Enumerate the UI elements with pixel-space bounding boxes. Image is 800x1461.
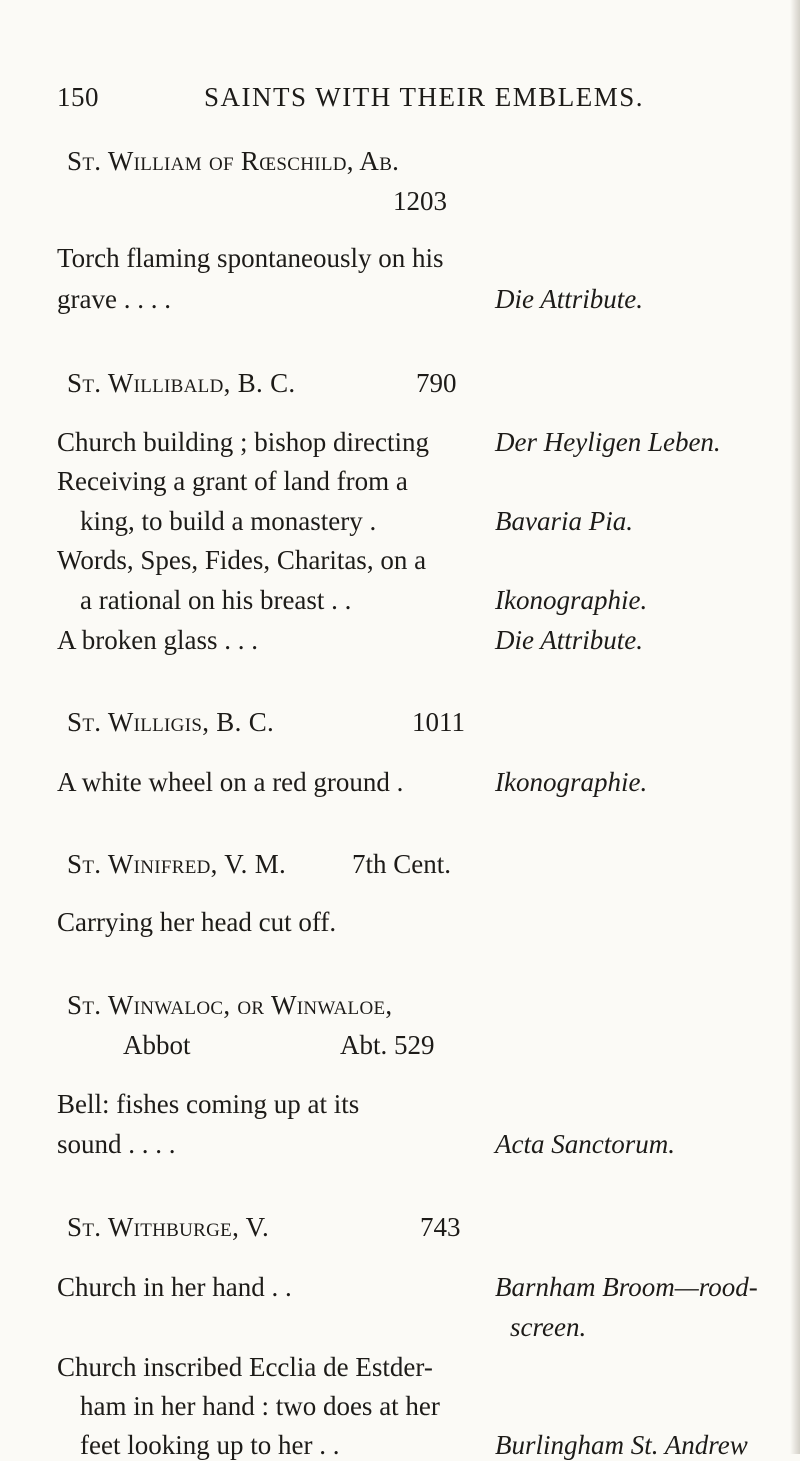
saint-date: 1203 (393, 186, 447, 216)
emblem-text: ham in her hand : two does at her (80, 1391, 440, 1421)
emblem-text: Carrying her head cut off. (57, 907, 337, 937)
emblem-text: Torch flaming spontaneously on his (57, 243, 444, 273)
saint-date: 7th Cent. (352, 849, 451, 879)
saint-date: 1011 (412, 707, 465, 737)
saint-heading-continued: Abbot (123, 1030, 191, 1060)
page-number: 150 (57, 82, 99, 112)
saint-heading: St. William of Rœschild, Ab. (67, 146, 400, 176)
source-citation: Bavaria Pia. (495, 506, 633, 536)
source-citation: Der Heyligen Leben. (495, 427, 721, 457)
source-citation: Ikonographie. (495, 585, 648, 615)
saint-date: 743 (420, 1212, 461, 1242)
emblem-text: sound . . . . (57, 1129, 176, 1159)
running-title: SAINTS WITH THEIR EMBLEMS. (204, 82, 645, 112)
saint-heading: St. Winwaloc, or Winwaloe, (67, 990, 393, 1020)
saint-date: Abt. 529 (340, 1030, 435, 1060)
saint-date: 790 (416, 368, 457, 398)
source-citation: Burlingham St. Andrew (495, 1430, 748, 1460)
emblem-text: Receiving a grant of land from a (57, 466, 408, 496)
saint-heading: St. Willigis, B. C. (67, 707, 275, 737)
emblem-text: A white wheel on a red ground . (57, 767, 404, 797)
source-citation: screen. (510, 1312, 587, 1342)
emblem-text: Church building ; bishop directing (57, 427, 429, 457)
emblem-text: A broken glass . . . (57, 625, 258, 655)
source-citation: Barnham Broom—rood- (495, 1272, 758, 1302)
emblem-text: Bell: fishes coming up at its (57, 1089, 360, 1119)
saint-heading: St. Winifred, V. M. (67, 849, 287, 879)
source-citation: Die Attribute. (495, 284, 643, 314)
emblem-text: feet looking up to her . . (80, 1430, 340, 1460)
source-citation: Die Attribute. (495, 625, 643, 655)
page-edge-shadow (790, 0, 800, 1454)
emblem-text: grave . . . . (57, 284, 171, 314)
emblem-text: Church in her hand . . (57, 1272, 292, 1302)
emblem-text: Church inscribed Ecclia de Estder- (57, 1352, 433, 1382)
emblem-text: king, to build a monastery . (80, 506, 377, 536)
source-citation: Acta Sanctorum. (495, 1129, 675, 1159)
saint-heading: St. Withburge, V. (67, 1212, 270, 1242)
emblem-text: a rational on his breast . . (80, 585, 352, 615)
saint-heading: St. Willibald, B. C. (67, 368, 296, 398)
emblem-text: Words, Spes, Fides, Charitas, on a (57, 545, 427, 575)
source-citation: Ikonographie. (495, 767, 648, 797)
